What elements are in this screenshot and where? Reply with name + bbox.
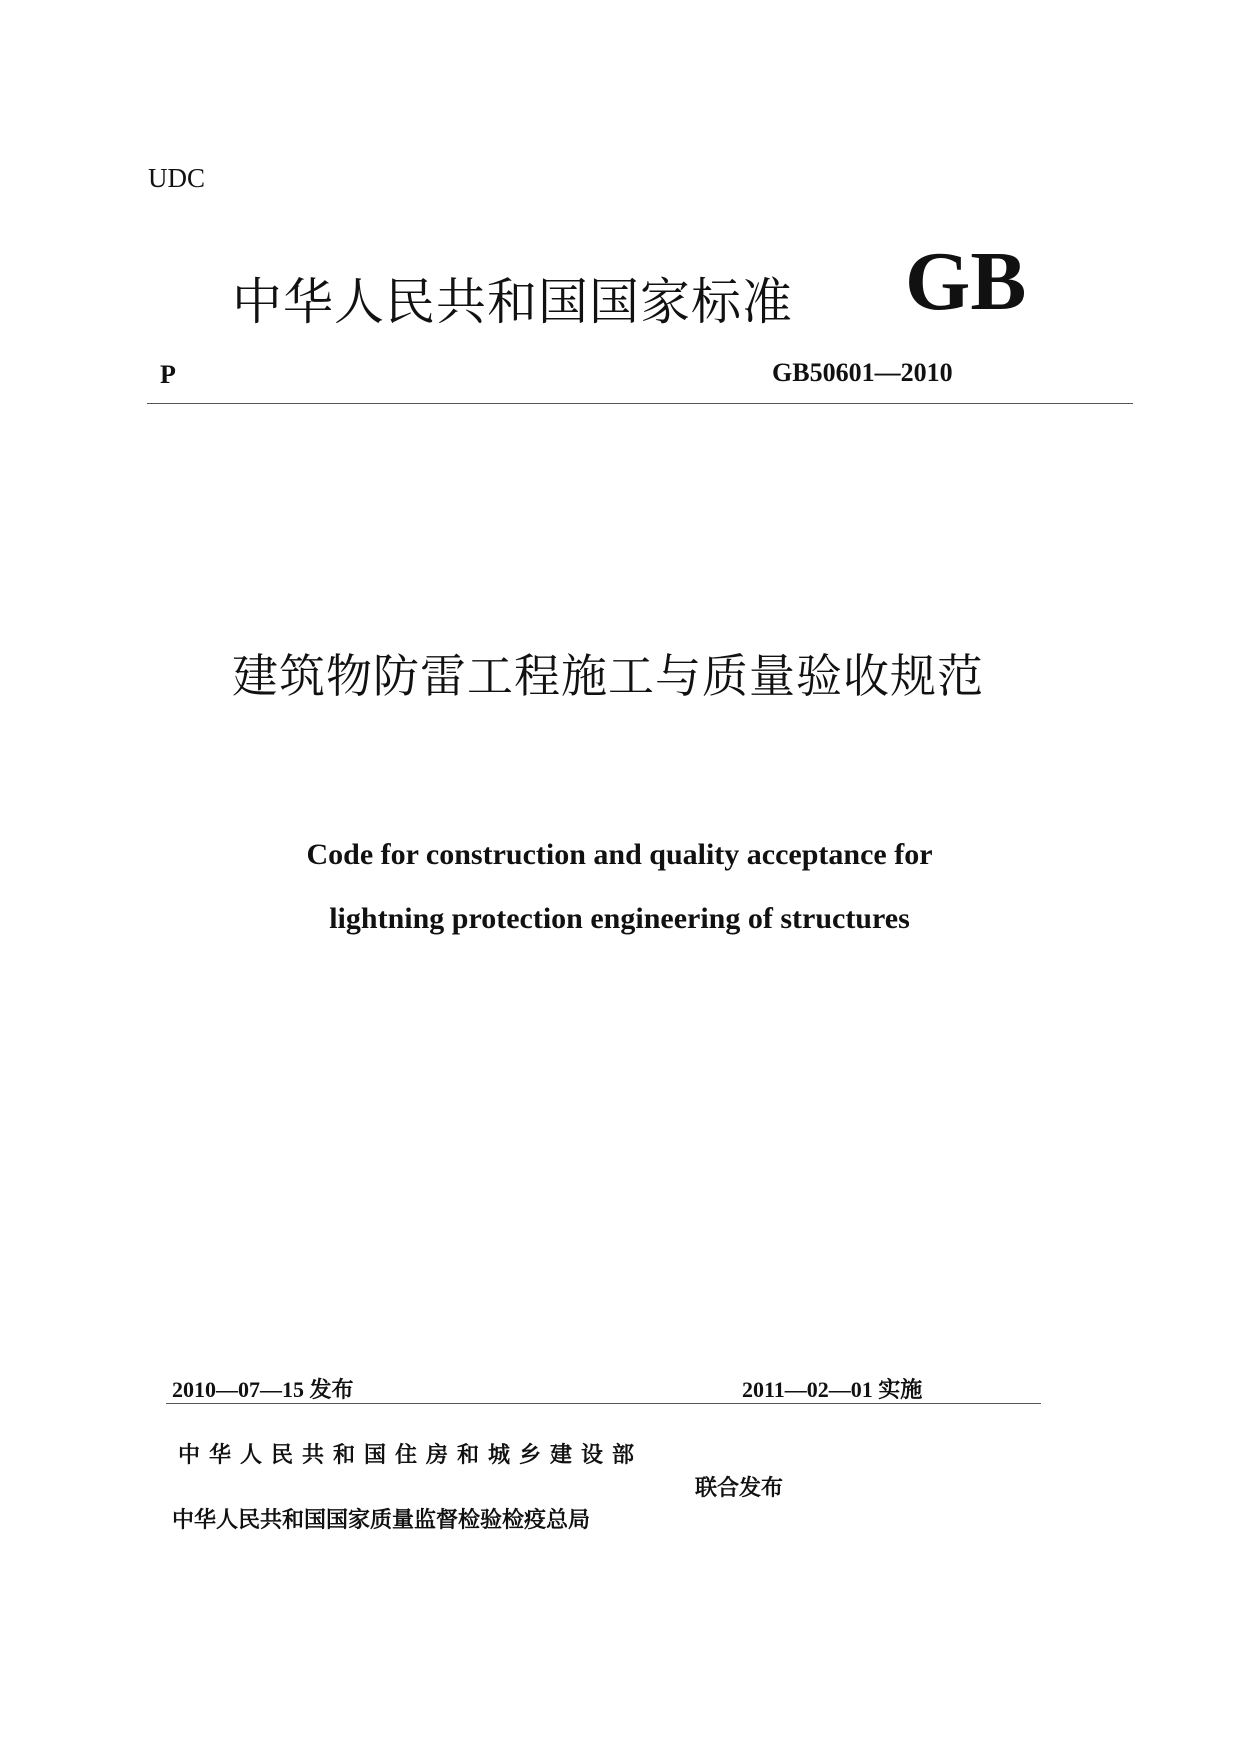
national-standard-heading: 中华人民共和国国家标准 bbox=[232, 273, 793, 331]
gb-mark: GB bbox=[905, 235, 1027, 328]
bottom-divider bbox=[166, 1403, 1041, 1404]
classification-code: P bbox=[160, 360, 176, 389]
implementation-date: 2011—02—01 实施 bbox=[742, 1377, 923, 1402]
publisher-ministry: 中华人民共和国住房和城乡建设部 bbox=[178, 1442, 644, 1468]
top-divider bbox=[147, 403, 1133, 404]
publisher-aqsiq: 中华人民共和国国家质量监督检验检疫总局 bbox=[172, 1507, 591, 1533]
english-title-line-1: Code for construction and quality acceptance for bbox=[306, 838, 933, 871]
standard-number: GB50601—2010 bbox=[772, 358, 953, 387]
joint-publish-label: 联合发布 bbox=[695, 1475, 784, 1501]
english-title-line-2: lightning protection engineering of structures bbox=[329, 902, 910, 935]
issue-date: 2010—07—15 发布 bbox=[172, 1377, 354, 1402]
chinese-title: 建筑物防雷工程施工与质量验收规范 bbox=[232, 649, 984, 703]
udc-label: UDC bbox=[148, 163, 206, 193]
